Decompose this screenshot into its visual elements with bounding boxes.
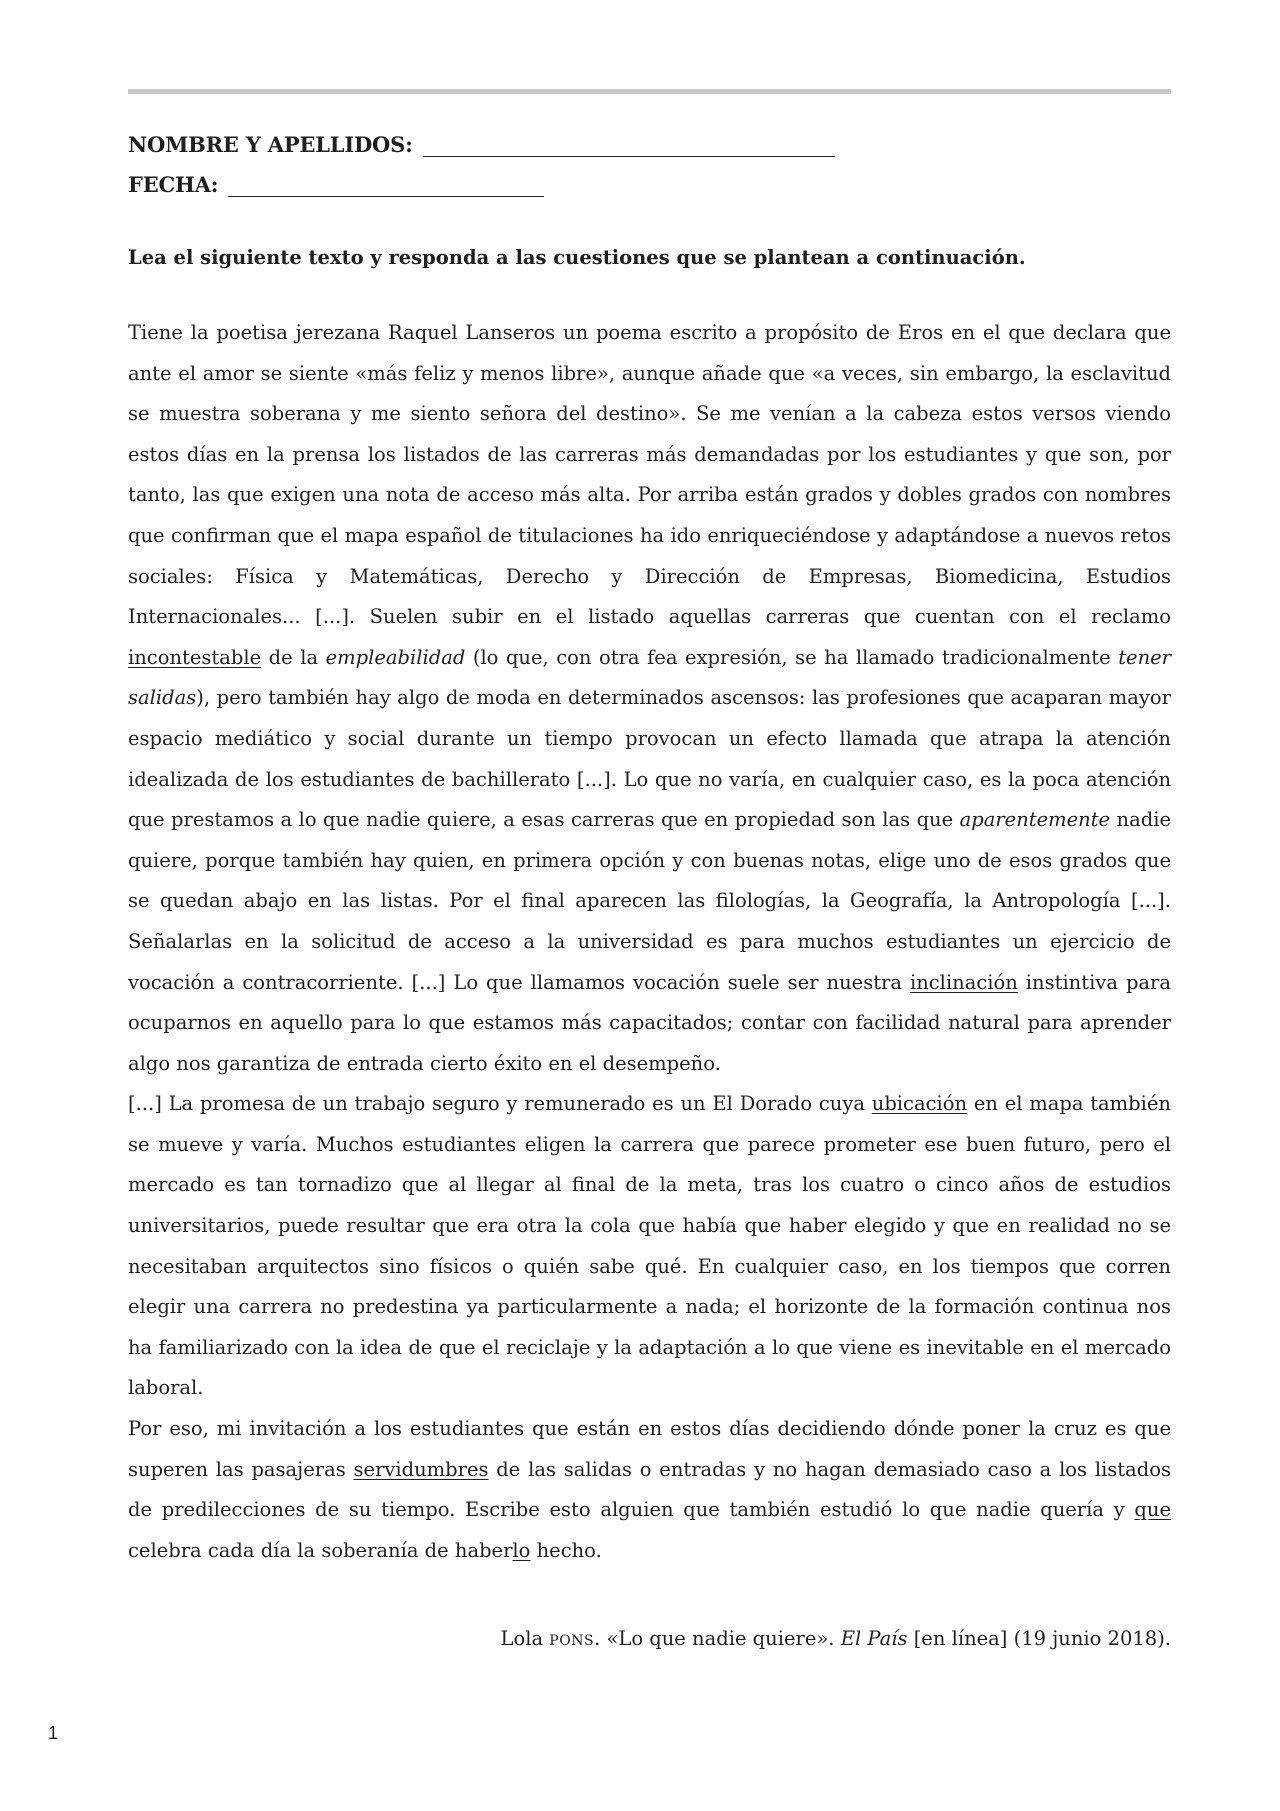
citation-title: . «Lo que nadie quiere».	[594, 1627, 841, 1650]
paragraph-3	[128, 1409, 1171, 1571]
top-rule	[128, 89, 1171, 94]
text-span: (lo que, con otra fea expresión, se ha llamado tradicionalmente	[465, 645, 1119, 669]
date-blank-line[interactable]	[228, 174, 544, 197]
italic-term: aparentemente	[959, 808, 1111, 832]
underlined-word: servidumbres	[353, 1457, 489, 1481]
text-span: Por eso, mi invitación a los estudiantes que están en estos días decidiendo dónde poner la cruz es que superen las pasajeras	[128, 1417, 1171, 1481]
text-span: instintiva para ocuparnos en aquello para lo que estamos más capacitados; contar con facilidad natural para aprender algo nos garantiza de entrada cierto éxito en el desempeño.	[128, 970, 1171, 1075]
underlined-word: lo	[512, 1538, 531, 1562]
text-span: en el mapa también se mueve y varía. Muchos estudiantes eligen la carrera que parece prometer ese buen futuro, pero el mercado es tan tornadizo que al llegar al final de la meta, tras los cuatro o cinco años de estudios universitarios, puede resultar que era otra la cola que había que haber elegido y que en realidad no se necesitaban arquitectos sino físicos o quién sabe qué. En cualquier caso, en los tiempos que corren elegir una carrera no predestina ya particularmente a nada; el horizonte de la formación continua nos ha familiarizado con la idea de que el reciclaje y la adaptación a lo que viene es inevitable en el mercado laboral.	[128, 1092, 1171, 1400]
text-span: Tiene la poetisa jerezana Raquel Lanseros un poema escrito a propósito de Eros en el que declara que ante el amor se siente «más feliz y menos libre», aunque añade que «a veces, sin embargo, la esclavitud se muestra soberana y me siento señora del destino». Se me venían a la cabeza estos versos viendo estos días en la prensa los listados de las carreras más demandadas por los estudiantes y que son, por tanto, las que exigen una nota de acceso más alta. Por arriba están grados y dobles grados con nombres que confirman que el mapa español de titulaciones ha ido enriqueciéndose y adaptándose a nuevos retos sociales: Física y Matemáticas, Derecho y Dirección de Empresas, Biomedicina, Estudios Internacionales... [...]. Suelen subir en el listado aquellas carreras que cuentan con el reclamo	[128, 321, 1171, 629]
text-span: celebra cada día la soberanía de haber	[128, 1538, 513, 1562]
date-label: FECHA:	[128, 172, 219, 197]
author-last-name: PONS	[549, 1633, 595, 1649]
date-field[interactable]	[128, 172, 544, 197]
text-span: nadie quiere, porque también hay quien, en primera opción y con buenas notas, elige uno de esos grados que se quedan abajo en las listas. Por el final aparecen las filologías, la Geografía, la Antropología [...]. Señalarlas en la solicitud de acceso a la universidad es para muchos estudiantes un ejercicio de vocación a contracorriente. [...] Lo que llamamos vocación suele ser nuestra	[128, 808, 1171, 994]
text-span: hecho.	[530, 1538, 602, 1562]
text-span: de las salidas o entradas y no hagan demasiado caso a los listados de predilecciones de su tiempo. Escribe esto alguien que también estudió lo que nadie quería y	[128, 1457, 1172, 1522]
underlined-word: incontestable	[128, 645, 262, 669]
article-text	[128, 313, 1171, 1571]
text-span: ), pero también hay algo de moda en determinados ascensos: las profesiones que acaparan mayor espacio mediático y social durante un tiempo provocan un efecto llamada que atrapa la atención idealizada de los estudiantes de bachillerato [...]. Lo que no varía, en cualquier caso, es la poca atención que prestamos a lo que nadie quiere, a esas carreras que en propiedad son las que	[128, 686, 1171, 832]
name-blank-line[interactable]	[423, 134, 835, 157]
name-label: NOMBRE Y APELLIDOS:	[128, 132, 413, 157]
paragraph-2	[128, 1084, 1171, 1409]
author-first-name: Lola	[500, 1627, 544, 1650]
citation-details: [en línea] (19 junio 2018).	[907, 1627, 1171, 1650]
citation	[501, 1627, 1171, 1650]
citation-source: El País	[840, 1627, 908, 1650]
underlined-word: que	[1134, 1498, 1171, 1522]
text-span: de la	[261, 645, 326, 669]
underlined-word: ubicación	[871, 1092, 968, 1116]
italic-term: empleabilidad	[325, 645, 466, 669]
page-number: 1	[48, 1723, 59, 1743]
name-field[interactable]	[128, 132, 835, 157]
text-span: [...] La promesa de un trabajo seguro y remunerado es un El Dorado cuya	[128, 1092, 872, 1116]
underlined-word: inclinación	[909, 970, 1018, 994]
paragraph-1	[128, 313, 1171, 1084]
italic-term: tener salidas	[128, 645, 1171, 710]
instructions: Lea el siguiente texto y responda a las cuestiones que se plantean a continuación.	[128, 246, 1026, 269]
